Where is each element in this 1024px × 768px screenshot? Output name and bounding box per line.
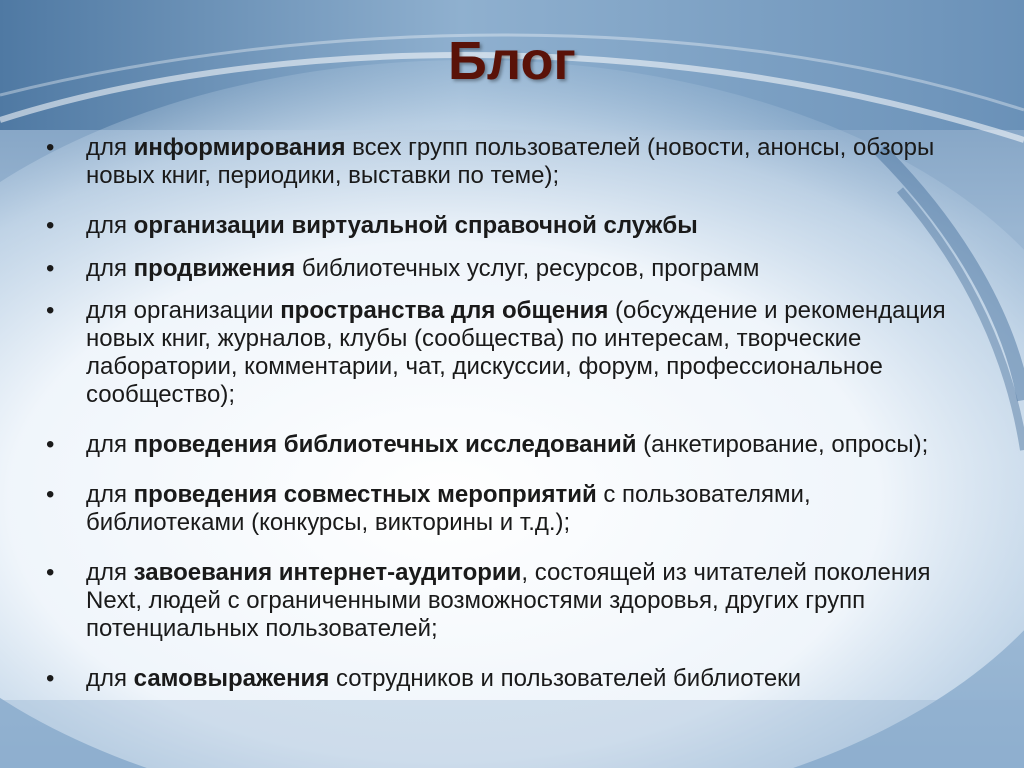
item-text: для [86, 431, 134, 458]
bullet-icon: • [46, 559, 55, 586]
item-text: для [86, 665, 134, 692]
item-text: для [86, 134, 134, 161]
item-bold-text: пространства для общения [280, 297, 609, 324]
item-text: для организации [86, 297, 281, 324]
list-item [44, 481, 974, 537]
item-text: сотрудников и пользователей библиотеки [329, 665, 802, 692]
item-bold-text: проведения библиотечных исследований [133, 431, 637, 458]
bullet-list [44, 134, 974, 693]
item-text: для [86, 559, 134, 586]
item-text: с пользователями, библиотеками (конкурсы, викторины и т.д.); [86, 481, 811, 536]
item-text: для [86, 255, 134, 282]
bullet-icon: • [46, 481, 55, 508]
item-text: для [86, 481, 134, 508]
item-bold-text: завоевания интернет-аудитории [133, 559, 522, 586]
item-text: библиотечных услуг, ресурсов, программ [295, 255, 760, 282]
item-text: всех групп пользователей (новости, анонсы, обзоры новых книг, периодики, выставки по теме); [86, 134, 935, 189]
list-item [44, 431, 974, 459]
bullet-icon: • [46, 212, 55, 239]
bullet-icon: • [46, 255, 55, 282]
item-text: (анкетирование, опросы); [636, 431, 929, 458]
item-bold-text: организации виртуальной справочной службы [133, 212, 698, 239]
list-item [44, 297, 974, 409]
list-item [44, 212, 974, 240]
item-text: , состоящей из читателей поколения Next, людей с ограниченными возможностями здоровья, других групп потенциальных пользователей; [86, 559, 931, 642]
item-text: для [86, 212, 134, 239]
bullet-icon: • [46, 431, 55, 458]
item-bold-text: самовыражения [133, 665, 330, 692]
list-item [44, 255, 974, 283]
item-bold-text: продвижения [133, 255, 296, 282]
bullet-icon: • [46, 134, 55, 161]
item-bold-text: информирования [133, 134, 346, 161]
item-bold-text: проведения совместных мероприятий [133, 481, 597, 508]
bullet-icon: • [46, 665, 55, 692]
list-item [44, 559, 974, 643]
item-text: (обсуждение и рекомендация новых книг, журналов, клубы (сообщества) по интересам, творческие лаборатории, комментарии, чат, дискуссии, форум, профессиональное сообщество); [86, 297, 946, 408]
list-item [44, 665, 974, 693]
list-item [44, 134, 974, 190]
slide-title: Блог [448, 31, 576, 91]
bullet-icon: • [46, 297, 55, 324]
